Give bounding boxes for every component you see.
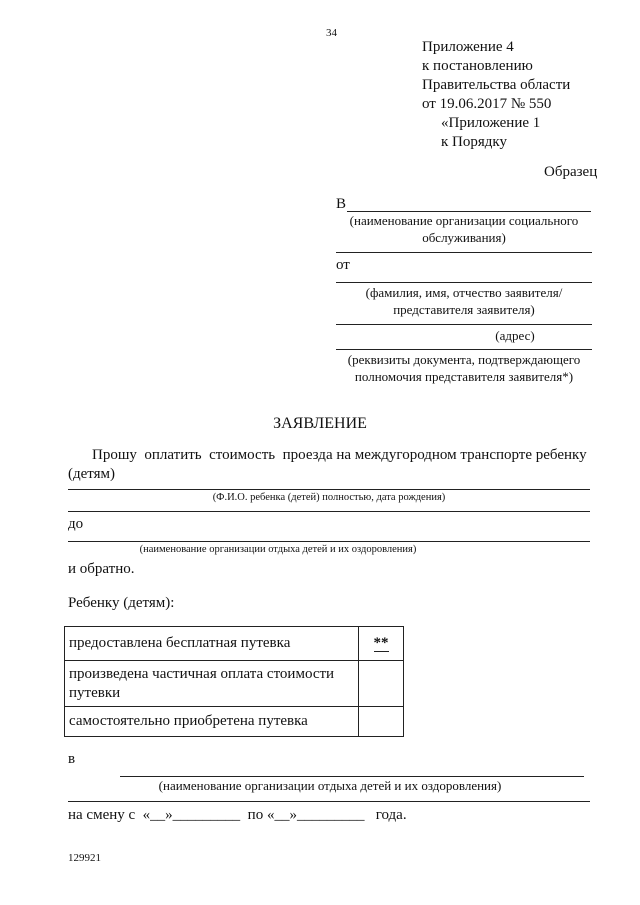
child-line-2 xyxy=(68,511,590,512)
to-word: до xyxy=(68,516,84,532)
org-hint-2: обслуживания) xyxy=(422,230,506,245)
doc-hint-1: (реквизиты документа, подтверждающего xyxy=(347,352,581,367)
appendix-line-5: «Приложение 1 xyxy=(441,115,541,131)
option-text: предоставлена бесплатная путевка xyxy=(65,627,359,661)
option-checkbox[interactable] xyxy=(359,661,404,707)
appendix-line-4: от 19.06.2017 № 550 xyxy=(422,96,552,112)
applicant-line-2 xyxy=(336,324,592,325)
doc-line xyxy=(336,349,592,350)
sample-label: Образец xyxy=(544,164,598,180)
org-hint-1: (наименование организации социального xyxy=(349,213,579,228)
in-word: в xyxy=(68,751,76,767)
option-text: самостоятельно приобретена путевка xyxy=(65,707,359,737)
child-line xyxy=(68,489,590,490)
options-table xyxy=(64,626,404,737)
doc-hint-2: полномочия представителя заявителя*) xyxy=(354,369,574,384)
appendix-line-2: к постановлению xyxy=(422,58,533,74)
request-line-1: Прошу оплатить стоимость проезда на междугородном транспорте ребенку xyxy=(92,447,587,463)
child-label: Ребенку (детям): xyxy=(68,595,175,611)
option-row xyxy=(65,707,404,737)
from-prefix: от xyxy=(336,257,350,273)
page-number: 34 xyxy=(326,27,337,39)
and-back: и обратно. xyxy=(68,561,135,577)
shift-text: на смену с «__»_________ по «__»_________ года. xyxy=(68,807,407,823)
applicant-line xyxy=(336,282,592,283)
document-title: ЗАЯВЛЕНИЕ xyxy=(273,415,367,432)
applicant-hint-1: (фамилия, имя, отчество заявителя/ xyxy=(365,285,563,300)
option-mark: ** xyxy=(373,635,389,651)
child-hint: (Ф.И.О. ребенка (детей) полностью, дата рождения) xyxy=(212,492,446,503)
option-row xyxy=(65,661,404,707)
appendix-line-3: Правительства области xyxy=(422,77,571,93)
request-line-2: (детям) xyxy=(68,466,116,482)
option-row xyxy=(65,627,404,661)
footer-org-hint: (наименование организации отдыха детей и их оздоровления) xyxy=(158,778,502,793)
doc-code: 129921 xyxy=(68,852,101,864)
dest-hint: (наименование организации отдыха детей и их оздоровления) xyxy=(139,544,417,555)
footer-org-line xyxy=(120,776,584,777)
address-hint: (адрес) xyxy=(495,328,535,343)
option-text: произведена частичная оплата стоимости путевки xyxy=(65,661,359,707)
applicant-hint-2: представителя заявителя) xyxy=(393,302,535,317)
appendix-line-6: к Порядку xyxy=(441,134,507,150)
footer-line-2 xyxy=(68,801,590,802)
dest-line xyxy=(68,541,590,542)
option-checkbox[interactable] xyxy=(359,707,404,737)
option-checkbox[interactable] xyxy=(359,627,404,661)
appendix-line-1: Приложение 4 xyxy=(422,39,514,55)
to-prefix: В xyxy=(336,196,347,212)
org-line-2 xyxy=(336,252,592,253)
